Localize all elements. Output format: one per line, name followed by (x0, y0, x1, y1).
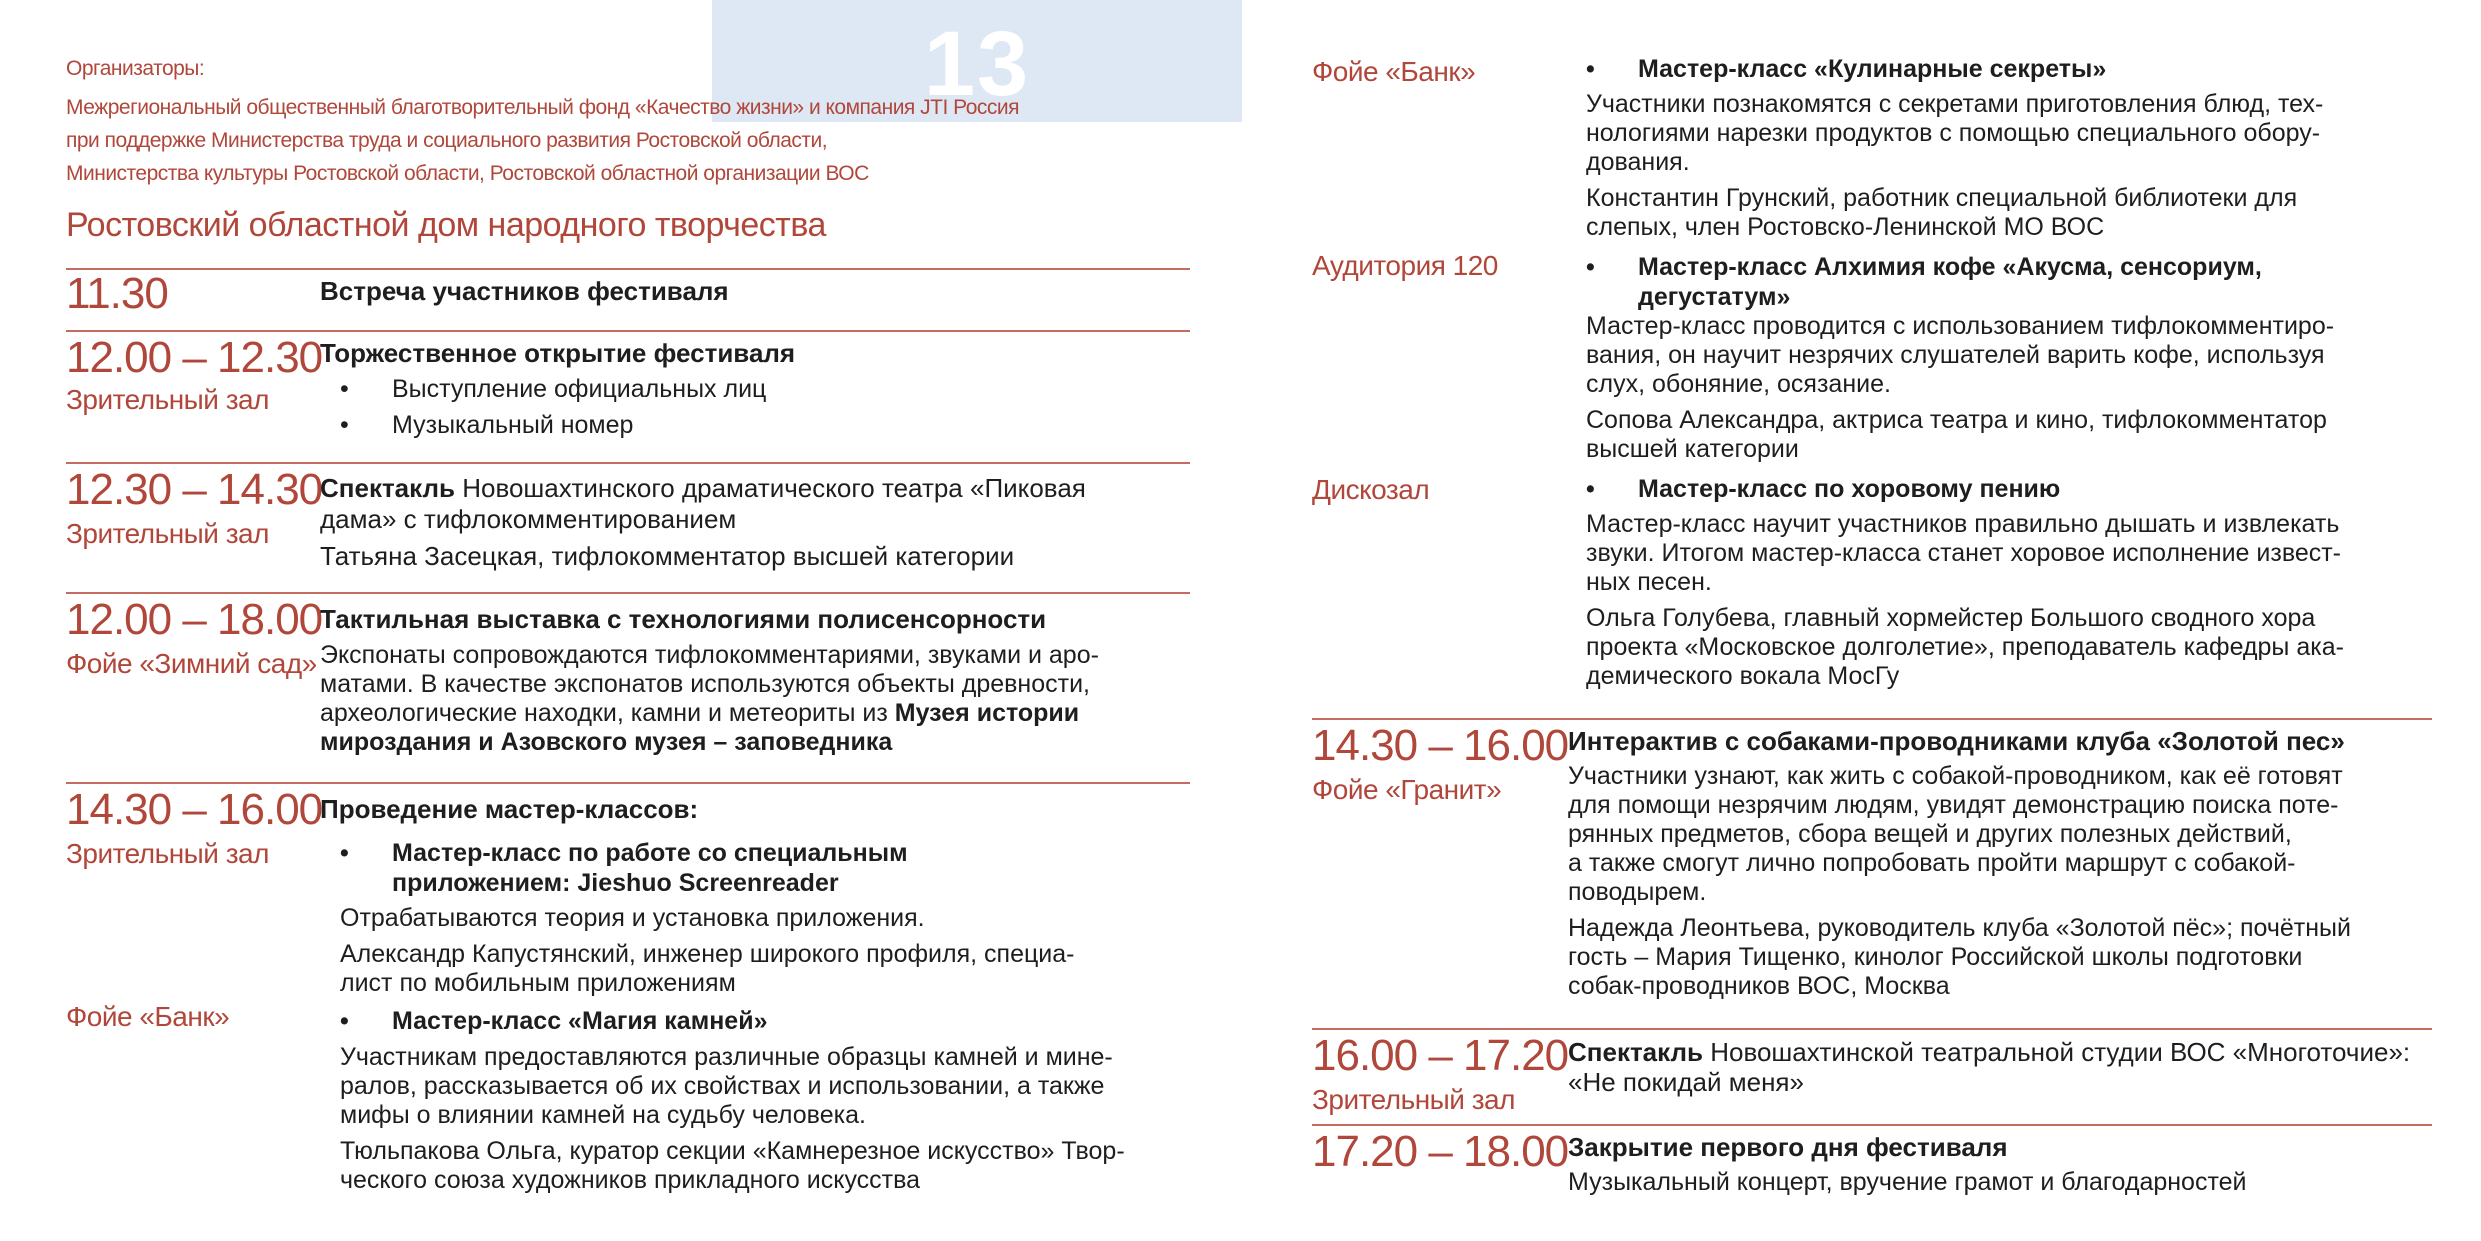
bullet-item: • Мастер-класс по работе со специальным приложением: Jieshuo Screenreader (340, 839, 908, 897)
event-title: Проведение мастер-классов: (320, 794, 699, 824)
event-type: Спектакль (320, 473, 455, 503)
event-person: Ольга Голубева, главный хормейстер Большого сводного хора (1586, 604, 2316, 632)
event-text: Участникам предоставляются различные образцы камней и мине- (340, 1043, 1113, 1071)
time-slot: 12.00 – 12.30 (66, 333, 323, 382)
organizers-line: при поддержке Министерства труда и социального развития Ростовской области, (66, 129, 828, 152)
time-slot: 17.20 – 18.00 (1312, 1127, 1569, 1176)
event-place: Зрительный зал (66, 518, 269, 549)
event-text: мифы о влиянии камней на судьбу человека. (340, 1101, 866, 1129)
time-slot: 16.00 – 17.20 (1312, 1031, 1569, 1080)
bullet-item: • Мастер-класс «Магия камней» (340, 1007, 768, 1035)
schedule-row (1312, 1124, 2432, 1126)
event-person: Татьяна Засецкая, тифлокомментатор высшей категории (320, 541, 1015, 571)
event-text: Мастер-класс проводится с использованием тифлокомментиро- (1586, 312, 2335, 340)
bullet-item: • Мастер-класс «Кулинарные секреты» (1586, 55, 2107, 83)
event-text: Отрабатываются теория и установка приложения. (340, 904, 925, 932)
schedule-row (66, 592, 1190, 594)
event-title: Спектакль Новошахтинской театральной студии ВОС «Многоточие»: (1568, 1037, 2411, 1067)
event-text: «Не покидай меня» (1568, 1067, 1804, 1097)
event-text: Мастер-класс научит участников правильно дышать и извлекать (1586, 510, 2340, 538)
event-title: Интерактив с собаками-проводниками клуба «Золотой пес» (1568, 726, 2345, 756)
event-place: Дискозал (1312, 474, 1430, 505)
event-title: Тактильная выставка с технологиями полисенсорности (320, 604, 1047, 634)
event-person: Александр Капустянский, инженер широкого профиля, специа- (340, 940, 1075, 968)
time-slot: 14.30 – 16.00 (66, 785, 323, 834)
event-text: Участники узнают, как жить с собакой-проводником, как её готовят (1568, 762, 2343, 790)
event-text: дама» с тифлокомментированием (320, 504, 737, 534)
event-person: демического вокала МосГу (1586, 662, 1900, 690)
event-person: лист по мобильным приложениям (340, 969, 736, 997)
event-text: Музыкальный концерт, вручение грамот и благодарностей (1568, 1168, 2247, 1196)
event-text: ралов, рассказывается об их свойствах и использовании, а также (340, 1072, 1105, 1100)
event-text: Экспонаты сопровождаются тифлокомментариями, звуками и аро- (320, 641, 1099, 669)
event-text: археологические находки, камни и метеориты из Музея истории (320, 699, 1080, 727)
event-place: Фойе «Зимний сад» (66, 648, 317, 679)
event-title: Встреча участников фестиваля (320, 276, 729, 306)
event-text: слух, обоняние, осязание. (1586, 370, 1891, 398)
schedule-row (1312, 718, 2432, 720)
event-text: поводырем. (1568, 878, 1707, 906)
event-person: ческого союза художников прикладного искусства (340, 1166, 921, 1194)
event-text: рянных предметов, сбора вещей и других полезных действий, (1568, 820, 2292, 848)
event-place: Зрительный зал (66, 384, 269, 415)
event-text: вания, он научит незрячих слушателей варить кофе, используя (1586, 341, 2325, 369)
time-slot: 12.30 – 14.30 (66, 465, 323, 514)
event-text: дования. (1586, 148, 1690, 176)
event-person: высшей категории (1586, 435, 1799, 463)
organizers-line: Министерства культуры Ростовской области, Ростовской областной организации ВОС (66, 162, 869, 185)
event-place: Зрительный зал (66, 838, 269, 869)
bullet-item: • Мастер-класс по хоровому пению (1586, 475, 2061, 503)
schedule-row (66, 330, 1190, 332)
bullet-item: • Выступление официальных лиц (340, 375, 767, 403)
schedule-row (66, 268, 1190, 270)
date-banner: 13 НОЯБРЯ (712, 0, 1242, 122)
event-person: собак-проводников ВОС, Москва (1568, 972, 1950, 1000)
event-type: Спектакль (1568, 1037, 1703, 1067)
event-person: проекта «Московское долголетие», преподаватель кафедры ака- (1586, 633, 2344, 661)
event-person: Надежда Леонтьева, руководитель клуба «Золотой пёс»; почётный (1568, 914, 2351, 942)
event-text: для помощи незрячим людям, увидят демонстрацию поиска поте- (1568, 791, 2339, 819)
event-title: Спектакль Новошахтинского драматического театра «Пиковая (320, 473, 1086, 503)
event-person: Константин Грунский, работник специальной библиотеки для (1586, 184, 2298, 212)
event-title: Торжественное открытие фестиваля (320, 338, 796, 368)
schedule-row (1312, 1028, 2432, 1030)
event-person: Сопова Александра, актриса театра и кино, тифлокомментатор (1586, 406, 2327, 434)
event-place: Фойе «Гранит» (1312, 774, 1502, 805)
schedule-row (66, 782, 1190, 784)
event-person: гость – Мария Тищенко, кинолог Российской школы подготовки (1568, 943, 2303, 971)
organizers-line: Межрегиональный общественный благотворительный фонд «Качество жизни» и компания JTI Россия (66, 96, 1019, 119)
event-text: звуки. Итогом мастер-класса станет хоровое исполнение извест- (1586, 539, 2342, 567)
venue-title: Ростовский областной дом народного творчества (66, 206, 826, 244)
event-person: Тюльпакова Ольга, куратор секции «Камнерезное искусство» Твор- (340, 1137, 1125, 1165)
event-title: Закрытие первого дня фестиваля (1568, 1132, 2008, 1162)
time-slot: 11.30 (66, 269, 168, 318)
event-place: Фойе «Банк» (1312, 56, 1476, 87)
event-place: Фойе «Банк» (66, 1001, 230, 1032)
time-slot: 14.30 – 16.00 (1312, 721, 1569, 770)
event-place: Аудитория 120 (1312, 250, 1498, 281)
time-slot: 12.00 – 18.00 (66, 595, 323, 644)
event-text: ных песен. (1586, 568, 1712, 596)
organizers-heading: Организаторы: (66, 57, 205, 80)
bullet-item: • Музыкальный номер (340, 411, 634, 439)
event-text: мироздания и Азовского музея – заповедника (320, 728, 893, 756)
event-place: Зрительный зал (1312, 1084, 1515, 1115)
event-text: матами. В качестве экспонатов используются объекты древности, (320, 670, 1090, 698)
event-person: слепых, член Ростовско-Ленинской МО ВОС (1586, 213, 2105, 241)
organizers-block (66, 52, 1066, 190)
event-text: а также смогут лично попробовать пройти маршрут с собакой- (1568, 849, 2296, 877)
bullet-item: • Мастер-класс Алхимия кофе «Акусма, сенсориум, дегустатум» (1586, 253, 2262, 311)
event-text: нологиями нарезки продуктов с помощью специального обору- (1586, 119, 2321, 147)
event-text: Участники познакомятся с секретами приготовления блюд, тех- (1586, 90, 2324, 118)
schedule-row (66, 462, 1190, 464)
